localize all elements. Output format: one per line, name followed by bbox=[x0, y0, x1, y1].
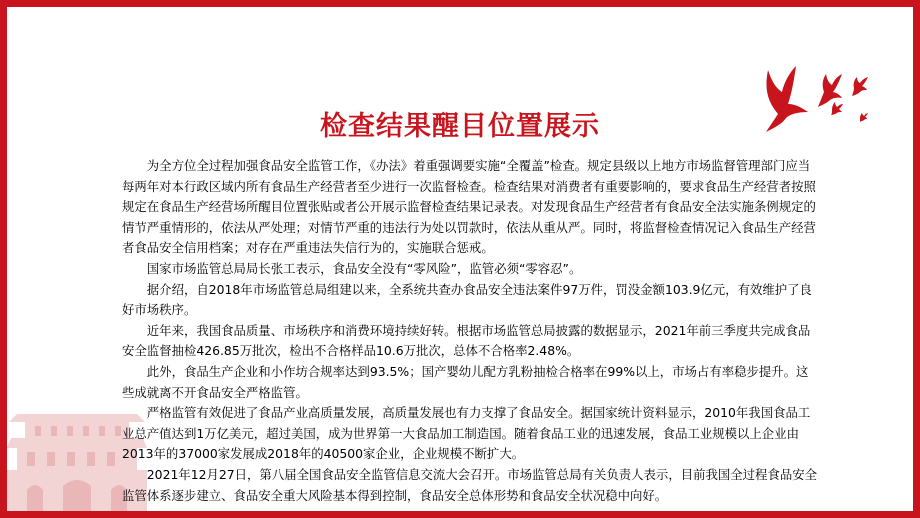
paragraph: 近年来，我国食品质量、市场秩序和消费环境持续好转。根据市场监管总局披露的数据显示，2021年前三季度共完成食品安全监督抽检426.85万批次，检出不合格样品10.6万批次，总体不合格率2.48%。 bbox=[122, 322, 811, 359]
paragraph: 国家市场监管总局局长张工表示，食品安全没有“零风险”，监管必须“零容忍”。 bbox=[146, 260, 582, 276]
paragraph: 此外，食品生产企业和小作坊合规率达到93.5%；国产婴幼儿配方乳粉抽检合格率在99%以上，市场占有率稳步提升。这些成就离不开食品安全严格监管。 bbox=[122, 363, 809, 400]
body-text bbox=[122, 156, 817, 506]
paragraph: 据介绍，自2018年市场监管总局组建以来，全系统共查办食品安全违法案件97万件，罚没金额103.9亿元，有效维护了良好市场秩序。 bbox=[122, 281, 812, 318]
paragraph: 严格监管有效促进了食品产业高质量发展，高质量发展也有力支撑了食品安全。据国家统计资料显示，2010年我国食品工业总产值达到1万亿美元，超过美国，成为世界第一大食品加工制造国。随着食品工业的迅速发展，食品工业规模以上企业由2013年的37000家发展成2018年的40500家企业，企业规模不断扩大。 bbox=[122, 405, 811, 462]
paragraph: 为全方位全过程加强食品安全监管工作，《办法》着重强调要实施“全覆盖”检查。规定县级以上地方市场监督管理部门应当每两年对本行政区域内所有食品生产经营者至少进行一次监督检查。检查结果对消费者有重要影响的，要求食品生产经营者按照规定在食品生产经营场所醒目位置张贴或者公开展示监督检查结果记录表。对发现食品生产经营者有食品安全法实施条例规定的情节严重情形的，依法从严处理；对情节严重的违法行为处以罚款时，依法从重从严。同时，将监督检查情况记入食品生产经营者食品安全信用档案；对存在严重违法失信行为的，实施联合惩戒。 bbox=[122, 158, 816, 256]
paragraph: 2021年12月27日，第八届全国食品安全监管信息交流大会召开。市场监管总局有关负责人表示，目前我国全过程食品安全监管体系逐步建立、食品安全重大风险基本得到控制，食品安全总体形势和食品安全状况稳中向好。 bbox=[122, 466, 818, 503]
slide-title: 检查结果醒目位置展示 bbox=[320, 111, 600, 142]
